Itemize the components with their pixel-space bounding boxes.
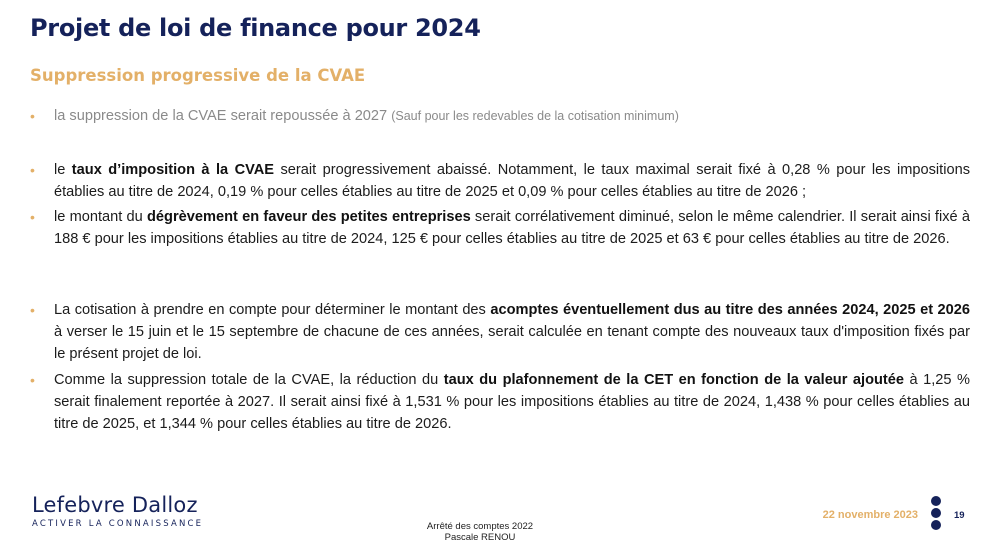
bullet-text: le taux d’imposition à la CVAE serait progressivement abaissé. Notamment, le taux maximal serait fixé à 0,28 % pour les impositions établies au titre de 2024, 0,19 % pour celles établies au titre de 2025 et 0,09 % pour celles établies au titre de 2026 ; xyxy=(54,162,970,200)
bullet-text: la suppression de la CVAE serait repoussée à 2027 (Sauf pour les redevables de la cotisation minimum) xyxy=(54,108,679,124)
footer-date: 22 novembre 2023 xyxy=(822,509,918,521)
bullet-item-relief xyxy=(30,206,970,250)
bullet-text: le montant du dégrèvement en faveur des petites entreprises serait corrélativement diminué, selon le même calendrier. Il serait ainsi fixé à 188 € pour les impositions établies au titre de 2024, 125 € pour celles établies au titre de 2025 et 63 € pour celles établies au titre de 2026. xyxy=(54,209,970,247)
dots-vertical-icon xyxy=(930,496,942,532)
bullet-item-tax-rate xyxy=(30,159,970,203)
bullet-item-installments xyxy=(30,299,970,365)
bullet-text: Comme la suppression totale de la CVAE, la réduction du taux du plafonnement de la CET en fonction de la valeur ajoutée à 1,25 % serait finalement reportée à 2027. Il serait ainsi fixé à 1,531 % pour les impositions établies au titre de 2024, 1,438 % pour celles établies au titre de 2025, et 1,344 % pour celles établies au titre de 2026. xyxy=(54,372,970,432)
footer-author: Pascale RENOU xyxy=(444,532,516,543)
company-logo xyxy=(32,493,203,529)
bullet-icon: • xyxy=(30,162,35,178)
bullet-icon: • xyxy=(30,302,35,318)
logo-name: Lefebvre Dalloz xyxy=(32,493,198,517)
bullet-note: (Sauf pour les redevables de la cotisation minimum) xyxy=(391,109,679,123)
logo-tagline: ACTIVER LA CONNAISSANCE xyxy=(32,519,204,529)
footer-event: Arrêté des comptes 2022 xyxy=(426,521,534,532)
bullet-icon: • xyxy=(30,372,35,388)
footer-center-info xyxy=(380,521,580,543)
page-title: Projet de loi de finance pour 2024 xyxy=(30,14,481,42)
page-number: 19 xyxy=(954,510,965,521)
bullet-text: La cotisation à prendre en compte pour déterminer le montant des acomptes éventuellement dus au titre des années 2024, 2025 et 2026 à verser le 15 juin et le 15 septembre de chacune de ces années, serait calculée en tenant compte des nouveaux taux d'imposition fixés par le présent projet de loi. xyxy=(54,302,971,362)
bullet-item-postponement xyxy=(30,105,970,127)
bullet-icon: • xyxy=(30,108,35,124)
section-subtitle: Suppression progressive de la CVAE xyxy=(30,66,366,85)
bullet-icon: • xyxy=(30,209,35,225)
bullet-item-cet-cap xyxy=(30,369,970,435)
